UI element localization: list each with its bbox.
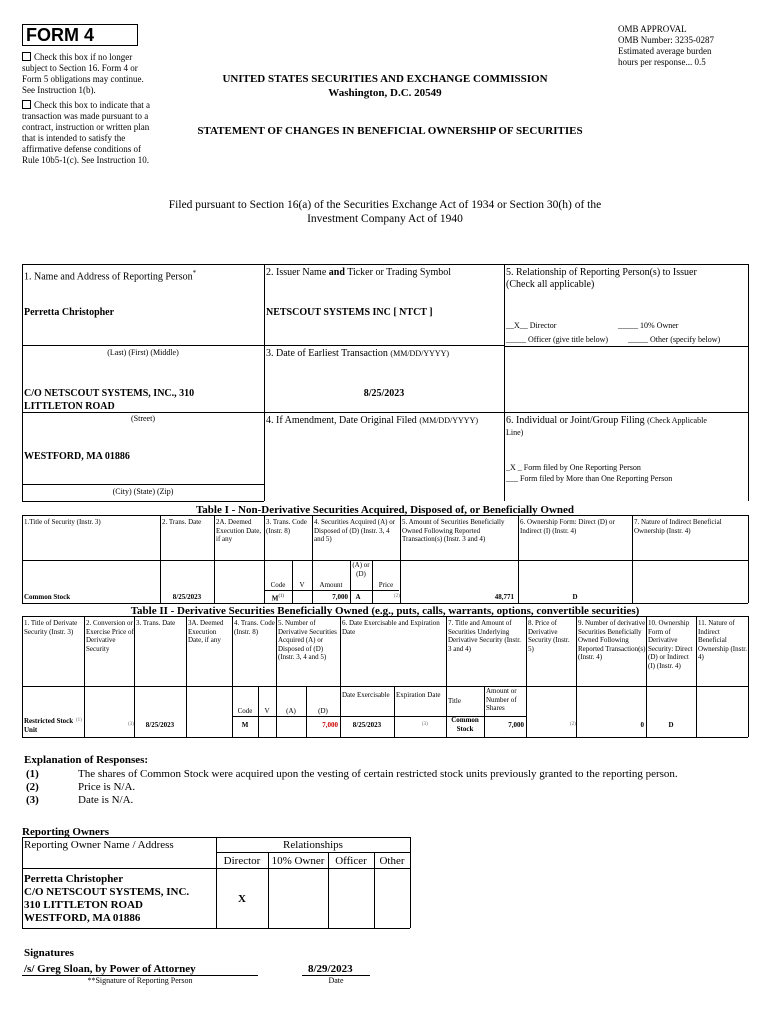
explanation-title: Explanation of Responses: [24,754,149,766]
box1-city-line [22,484,264,485]
signature-caption: **Signature of Reporting Person [87,976,193,985]
t1-sub-price: Price [378,581,394,589]
t2-header-number: 5. Number of Derivative Securities Acquired (A) or Disposed of (D) (Instr. 3, 4 and 5) [278,619,337,661]
reporting-person-name: Perretta Christopher [24,307,115,318]
table1-bottom-line [22,603,748,604]
t1-row-code: $M^{(1)}$ [271,594,285,603]
t2-row-conversion-fn: (3) [128,722,134,727]
table1-top-line [22,515,748,516]
owners-relationships-header: Relationships [283,839,343,851]
box2-bottom-line [264,345,504,346]
explanation-text: Price is N/A. [78,781,136,793]
other-option[interactable]: _____ Other (specify below) [628,335,721,344]
t2-col [276,616,277,737]
t2-row-price-fn: (2) [570,722,576,727]
date-caption: Date [328,976,344,985]
t2-col [526,616,527,737]
box3-bottom-line [264,412,748,413]
t2-row-underlying-amount: 7,000 [508,721,524,729]
t1-header-date: 2. Trans. Date [162,518,202,526]
box6-label: 6. Individual or Joint/Group Filing (Check Applicable Line) [506,415,707,437]
t1-sub-amount: Amount [319,581,343,589]
t2-row-date-exercisable: 8/25/2023 [352,721,382,729]
t2-col [186,616,187,737]
t2-sub-date-exercisable: Date Exercisable [342,691,390,699]
owner-address: Perretta Christopher C/O NETSCOUT SYSTEMS, INC. 310 LITTLETON ROAD WESTFORD, MA 01886 [24,873,190,924]
agency-name: UNITED STATES SECURITIES AND EXCHANGE COMMISSION [222,73,548,85]
t2-row-underlying-title: Common Stock [451,716,479,733]
t1-header-acquired: 4. Securities Acquired (A) or Disposed of (D) (Instr. 3, 4 and 5) [314,518,396,543]
omb-line: OMB Number: 3235-0287 [618,35,714,45]
boxes-right-border [748,264,749,501]
t2-header-conversion: 2. Conversion or Exercise Price of Derivative Security [86,619,134,653]
officer-option[interactable]: _____ Officer (give title below) [506,335,609,344]
t1-header-amount: 5. Amount of Securities Beneficially Owned Following Reported Transaction(s) (Instr. 3 and 4) [402,518,505,543]
t1-sub-code: Code [270,581,286,589]
explanation-num: (2) [26,781,39,793]
t1-row-owned: 48,771 [494,593,514,601]
t1-header-code: 3. Trans. Code (Instr. 8) [266,518,307,535]
owners-bottom-line [22,928,410,929]
t1-header-nature: 7. Nature of Indirect Beneficial Ownership (Instr. 4) [634,518,722,535]
owner-director-mark: X [238,893,246,905]
t2-sub-expiration: Expiration Date [396,691,441,699]
t2-sub-amount: Amount or Number of Shares [486,687,517,712]
t1-sub-aord: (A) or (D) [352,561,370,578]
t2-sub-v: V [264,707,270,715]
t1-row-title: Common Stock [24,593,71,601]
filed-pursuant-line-2: Investment Company Act of 1940 [307,213,463,225]
t2-row-code: M [241,721,249,729]
t1-col [518,515,519,603]
one-reporting-person-option[interactable]: _X _ Form filed by One Reporting Person [506,463,641,472]
owners-officer-header: Officer [335,855,367,867]
boxes-top-line [22,264,748,265]
owners-rel-line [216,852,410,853]
t2-row-title: Restricted Stock Unit [24,717,74,734]
explanation-text: Date is N/A. [78,794,134,806]
t1-col [22,515,23,603]
box4-label: 4. If Amendment, Date Original Filed (MM/DD/YYYY) [266,415,478,426]
t2-row-disposed: 7,000 [322,721,338,729]
t2-col [232,616,233,737]
t2-header-nature: 11. Nature of Indirect Beneficial Ownership (Instr. 4) [698,619,747,661]
name-hint: (Last) (First) (Middle) [107,348,179,357]
signatures-title: Signatures [24,947,74,959]
explanation-text: The shares of Common Stock were acquired upon the vesting of certain restricted stock units previously granted to the reporting person. [78,768,678,780]
box5-bottom-line [504,346,748,347]
t1-sub-v: V [299,581,305,589]
boxes-divider-1 [264,264,265,501]
t2-sub-a: (A) [286,707,296,715]
t1-row-form: D [572,593,578,601]
t1-col [748,515,749,603]
owners-name-header: Reporting Owner Name / Address [24,839,174,851]
rule-10b5-1-checkbox-text: Check this box to indicate that a transaction was made pursuant to a contract, instruction or written plan that is intended to satisfy the affirmative defense conditions of Rule 10b5-1(c). See Instruction 10. [22,100,150,165]
director-option[interactable]: __X__ Director [506,321,557,330]
t2-sub-d: (D) [318,707,328,715]
box5-label: 5. Relationship of Reporting Person(s) to Issuer (Check all applicable) [506,267,697,290]
t1-row-price-fn: (2) [394,594,400,599]
t2-sub-title: Title [448,697,461,705]
t1-header-title: 1.Title of Security (Instr. 3) [24,518,101,526]
t2-header-owned: 9. Number of derivative Securities Beneficially Owned Following Reported Transaction(s) (Instr. 4) [578,619,646,661]
multiple-reporting-persons-option[interactable]: ___ Form filed by More than One Reporting Person [506,474,673,483]
t1-col [160,515,161,603]
issuer-name: NETSCOUT SYSTEMS INC [ NTCT ] [266,307,433,318]
table2-bottom-line [22,737,748,738]
no-longer-subject-checkbox[interactable] [22,52,31,61]
earliest-transaction-date: 8/25/2023 [363,388,405,399]
city-state-zip: WESTFORD, MA 01886 [24,451,130,462]
t2-row-expiration-fn: (3) [422,722,428,727]
statement-title: STATEMENT OF CHANGES IN BENEFICIAL OWNERSHIP OF SECURITIES [197,125,583,137]
table2-header-bottom [22,686,748,687]
t2-sub-code: Code [237,707,253,715]
t2-col [22,616,23,737]
t2-col [646,616,647,737]
boxes-bottom-line [22,501,264,502]
owners-director-header: Director [223,855,261,867]
t2-col [340,616,341,737]
filed-pursuant-line-1: Filed pursuant to Section 16(a) of the Securities Exchange Act of 1934 or Section 30(h) of the [168,199,602,211]
signer-name: /s/ Greg Sloan, by Power of Attorney [24,963,196,975]
boxes-left-border [22,264,23,501]
t2-header-exercisable: 6. Date Exercisable and Expiration Date [342,619,440,636]
t2-col [576,616,577,737]
box3-label: 3. Date of Earliest Transaction (MM/DD/YYYY) [266,348,450,359]
explanation-num: (3) [26,794,39,806]
form-title: FORM 4 [26,25,95,45]
t2-header-code: 4. Trans. Code (Instr. 8) [234,619,275,636]
t2-header-ownership-form: 10. Ownership Form of Derivative Security: Direct (D) or Indirect (I) (Instr. 4) [648,619,693,670]
t1-row-date: 8/25/2023 [172,593,202,601]
rule-10b5-1-checkbox[interactable] [22,100,31,109]
explanation-num: (1) [26,768,39,780]
ten-percent-owner-option[interactable]: _____ 10% Owner [618,321,679,330]
t1-col [400,515,401,603]
t2-sub [394,686,395,737]
omb-line: OMB APPROVAL [618,24,687,34]
table1-sub-bottom [264,590,399,591]
owners-ten-percent-header: 10% Owner [271,855,325,867]
omb-line: hours per response... 0.5 [618,57,706,67]
t1-row-aord: A [355,593,361,601]
signature-date: 8/29/2023 [308,963,353,975]
no-longer-subject-checkbox-text: Check this box if no longer subject to Section 16. Form 4 or Form 5 obligations may continue. See Instruction 1(b). [22,52,144,95]
t1-row-amount: 7,000 [332,593,348,601]
agency-city: Washington, D.C. 20549 [328,87,442,99]
t2-col [84,616,85,737]
t2-row-title-fn: (1) [76,718,82,723]
t2-header-price: 8. Price of Derivative Security (Instr. 5) [528,619,570,653]
t2-row-form: D [668,721,674,729]
reporting-owners-title: Reporting Owners [22,826,110,838]
t2-col [134,616,135,737]
street-line-1: C/O NETSCOUT SYSTEMS, INC., 310 [24,388,195,399]
t2-header-deemed: 3A. Deemed Execution Date, if any [188,619,224,644]
box2-label: 2. Issuer Name and Ticker or Trading Symbol [266,267,452,278]
owners-col [410,837,411,928]
t1-header-deemed: 2A. Deemed Execution Date, if any [216,518,262,543]
t1-col [264,515,265,603]
t2-col [696,616,697,737]
omb-line: Estimated average burden [618,46,712,56]
table1-title: Table I - Non-Derivative Securities Acquired, Disposed of, or Beneficially Owned [195,504,575,516]
table2-top-line [22,616,748,617]
t2-header-date: 3. Trans. Date [136,619,176,627]
box1-name-line [22,345,264,346]
owners-other-header: Other [379,855,405,867]
t1-header-ownership: 6. Ownership Form: Direct (D) or Indirect (I) (Instr. 4) [520,518,615,535]
city-hint: (City) (State) (Zip) [112,487,174,496]
t2-header-underlying: 7. Title and Amount of Securities Underlying Derivative Security (Instr. 3 and 4) [448,619,521,653]
t2-col [748,616,749,737]
t1-col [214,515,215,603]
owners-col [22,837,23,928]
omb-approval [618,24,758,68]
table1-header-bottom [22,560,748,561]
t1-col [632,515,633,603]
street-line-2: LITTLETON ROAD [24,401,115,412]
t2-row-date: 8/25/2023 [145,721,175,729]
boxes-divider-2 [504,264,505,501]
t2-row-owned: 0 [640,721,644,729]
box1-label: 1. Name and Address of Reporting Person* [24,269,197,283]
table2-title: Table II - Derivative Securities Beneficially Owned (e.g., puts, calls, warrants, options, convertible securities) [130,605,640,617]
t2-header-title: 1. Title of Derivate Security (Instr. 3) [24,619,78,636]
street-hint: (Street) [131,414,155,423]
